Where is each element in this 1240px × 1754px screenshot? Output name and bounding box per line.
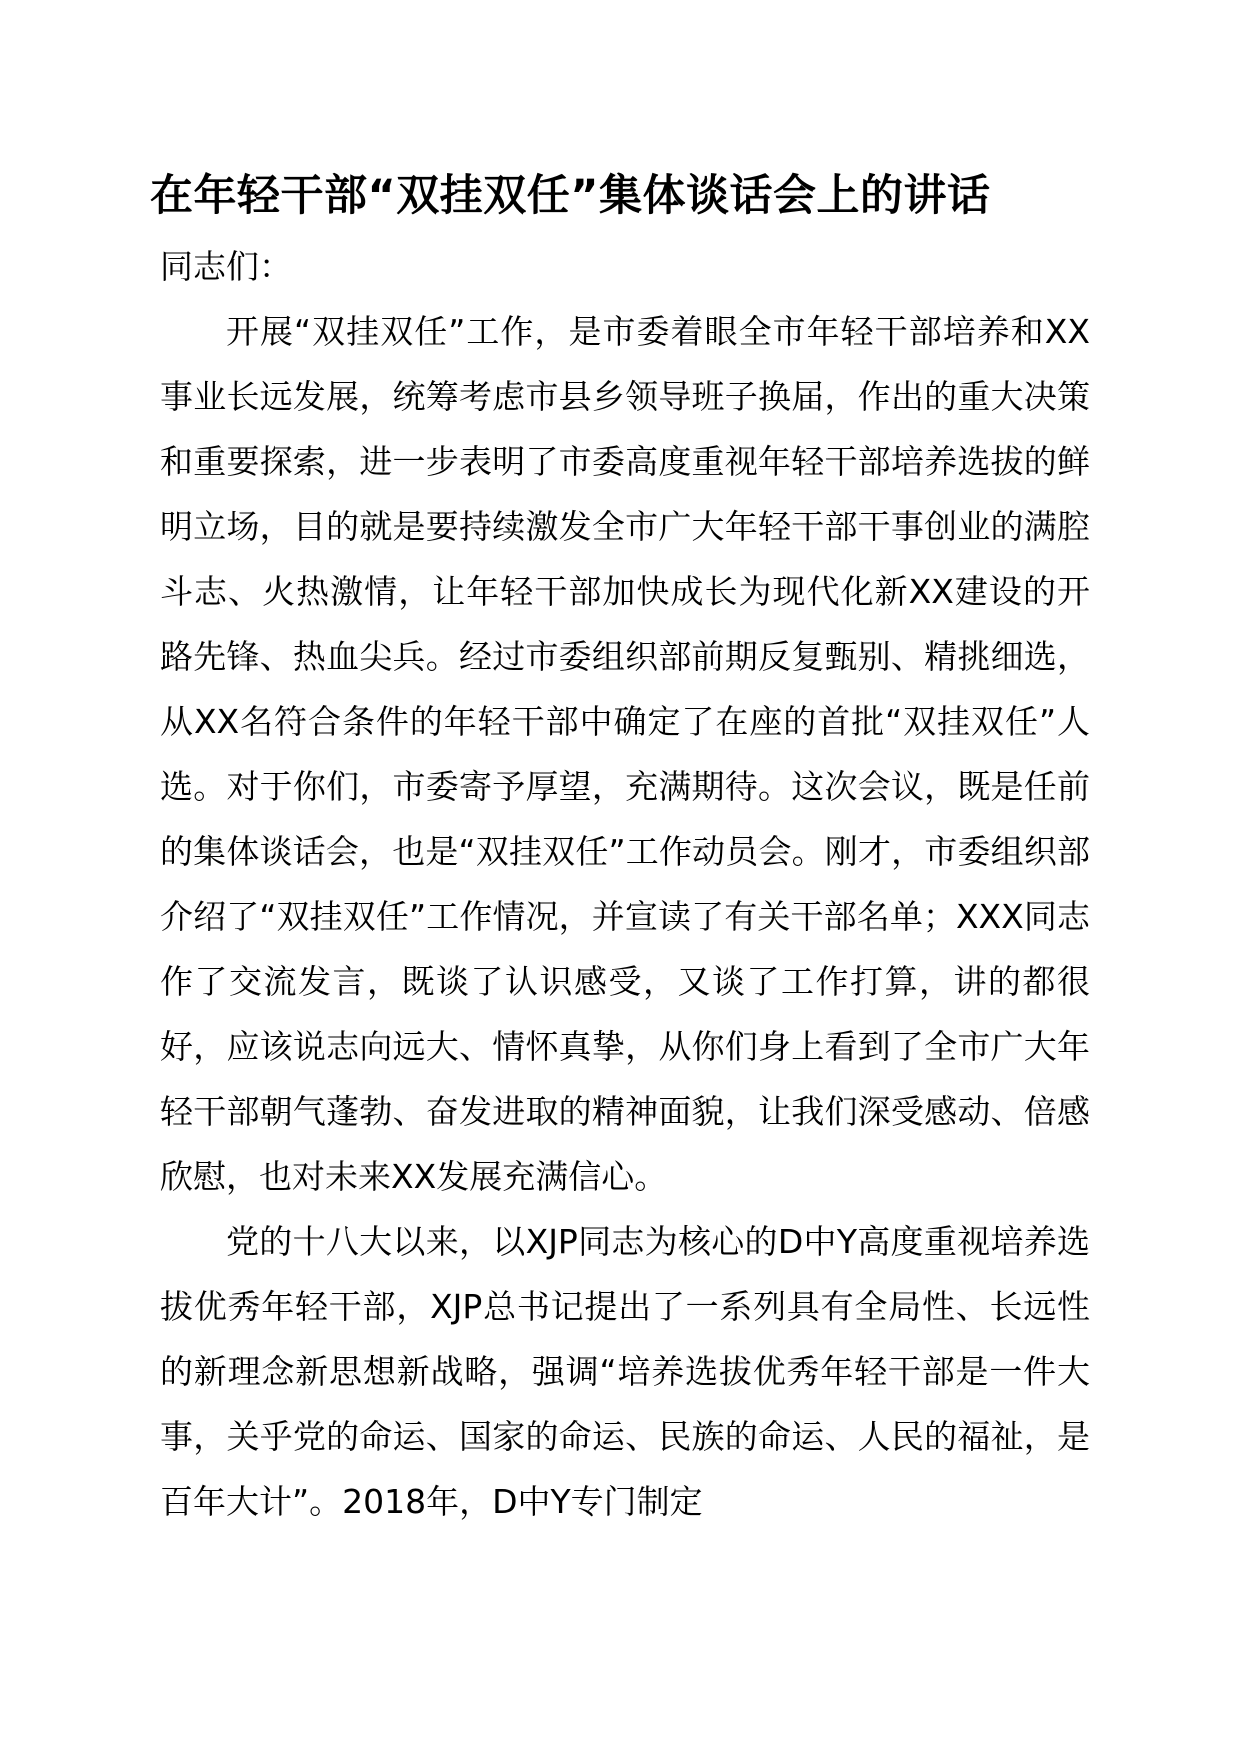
paragraph-1: 开展“双挂双任”工作，是市委着眼全市年轻干部培养和XX事业长远发展，统筹考虑市县乡领导班子换届，作出的重大决策和重要探索，进一步表明了市委高度重视年轻干部培养选拔的鲜明立场，目的就是要持续激发全市广大年轻干部干事创业的满腔斗志、火热激情，让年轻干部加快成长为现代化新XX建设的开路先锋、热血尖兵。经过市委组织部前期反复甄别、精挑细选，从XX名符合条件的年轻干部中确定了在座的首批“双挂双任”人选。对于你们，市委寄予厚望，充满期待。这次会议，既是任前的集体谈话会，也是“双挂双任”工作动员会。刚才，市委组织部介绍了“双挂双任”工作情况，并宣读了有关干部名单；XXX同志作了交流发言，既谈了认识感受，又谈了工作打算，讲的都很好，应该说志向远大、情怀真挚，从你们身上看到了全市广大年轻干部朝气蓬勃、奋发进取的精神面貌，让我们深受感动、倍感欣慰，也对未来XX发展充满信心。 <box>160 312 1090 1196</box>
paragraph-2: 党的十八大以来，以XJP同志为核心的D中Y高度重视培养选拔优秀年轻干部，XJP总书记提出了一系列具有全局性、长远性的新理念新思想新战略，强调“培养选拔优秀年轻干部是一件大事，关乎党的命运、国家的命运、民族的命运、人民的福祉，是百年大计”。2018年，D中Y专门制定 <box>160 1222 1090 1521</box>
document-body <box>160 234 1090 1534</box>
document-title: 在年轻干部“双挂双任”集体谈话会上的讲话 <box>150 171 991 221</box>
salutation: 同志们： <box>160 247 292 286</box>
